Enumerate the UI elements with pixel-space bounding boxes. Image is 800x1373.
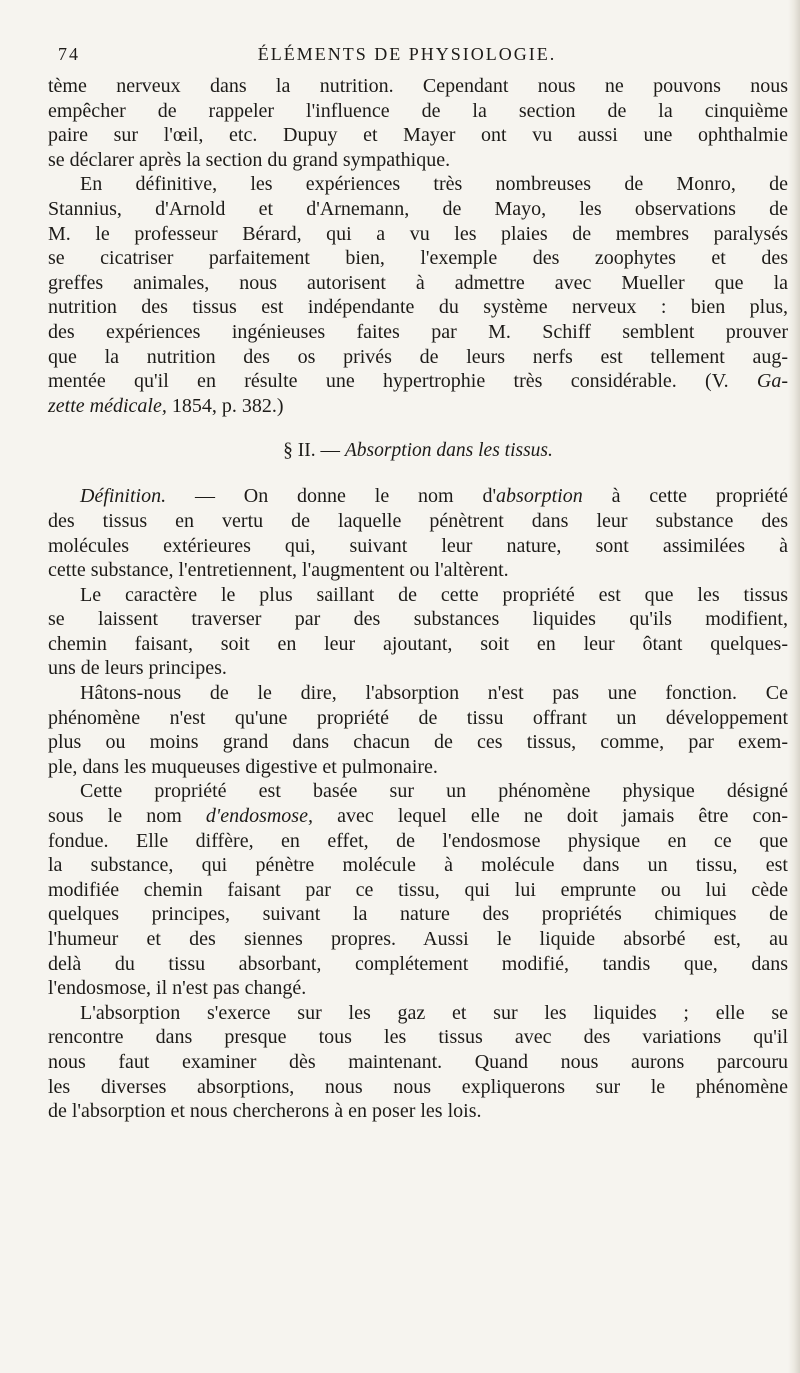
running-title: ÉLÉMENTS DE PHYSIOLOGIE. xyxy=(257,44,557,64)
text-fragment: 1854, p. 382.) xyxy=(171,394,284,417)
text-line xyxy=(48,804,788,829)
text-line: fondue. Elle diffère, en effet, de l'endosmose physique en ce que xyxy=(48,829,788,852)
section-heading xyxy=(48,440,788,462)
text-line: des expériences ingénieuses faites par M. Schiff semblent prouver xyxy=(48,320,788,343)
text-line: uns de leurs principes. xyxy=(48,657,227,680)
text-line: molécules extérieures qui, suivant leur nature, sont assimilées à xyxy=(48,534,788,557)
text-line: l'humeur et des siennes propres. Aussi le liquide absorbé est, au xyxy=(48,928,788,950)
text-line: L'absorption s'exerce sur les gaz et sur les liquides ; elle se xyxy=(80,1001,788,1024)
text-line: Le caractère le plus saillant de cette propriété est que les tissus xyxy=(80,583,788,606)
text-line: tème nerveux dans la nutrition. Cependant nous ne pouvons nous xyxy=(48,75,788,97)
page-edge-shadow xyxy=(788,0,800,1373)
text-line: Cette propriété est basée sur un phénomène physique désigné xyxy=(80,780,788,803)
text-line: Hâtons-nous de le dire, l'absorption n'est pas une fonction. Ce xyxy=(80,682,788,705)
text-line: phénomène n'est qu'une propriété de tissu offrant un développement xyxy=(48,706,788,729)
endosmose-term: d'endosmose, xyxy=(205,805,313,828)
text-line: empêcher de rappeler l'influence de la section de la cinquième xyxy=(48,99,788,122)
definition-label: Définition. xyxy=(80,485,167,508)
text-line: que la nutrition des os privés de leurs nerfs est tellement aug- xyxy=(48,345,788,368)
text-line: rencontre dans presque tous les tissus avec des variations qu'il xyxy=(48,1026,788,1049)
text-line: plus ou moins grand dans chacun de ces tissus, comme, par exem- xyxy=(48,731,788,754)
text-fragment: — On donne le nom xyxy=(194,485,454,508)
text-line: Stannius, d'Arnold et d'Arnemann, de Mayo, les observations de xyxy=(48,197,788,220)
text-line: nous faut examiner dès maintenant. Quand nous aurons parcouru xyxy=(48,1050,788,1073)
text-fragment: d' xyxy=(482,485,497,508)
text-line: paire sur l'œil, etc. Dupuy et Mayer ont vu aussi une ophthalmie xyxy=(48,124,788,147)
citation-italic: zette médicale, xyxy=(48,394,167,417)
text-line: modifiée chemin faisant par ce tissu, qui lui emprunte ou lui cède xyxy=(48,878,788,901)
book-page xyxy=(48,44,788,1124)
definition-term: absorption xyxy=(496,485,583,508)
citation-italic: Ga- xyxy=(756,370,789,393)
text-line xyxy=(48,394,788,419)
text-line: ple, dans les muqueuses digestive et pulmonaire. xyxy=(48,755,438,778)
text-line: chemin faisant, soit en leur ajoutant, soit en leur ôtant quelques- xyxy=(48,632,788,655)
text-line: se déclarer après la section du grand sympathique. xyxy=(48,148,451,171)
text-fragment: à cette propriété xyxy=(611,485,789,508)
body-text xyxy=(48,74,788,1124)
running-header xyxy=(58,44,788,74)
section-number: § II. — xyxy=(283,440,340,462)
text-line: la substance, qui pénètre molécule à molécule dans un tissu, est xyxy=(48,854,788,877)
text-fragment: mentée qu'il en résulte une hypertrophie très considérable. (V. xyxy=(48,370,729,393)
text-line: nutrition des tissus est indépendante du système nerveux : bien plus, xyxy=(48,296,788,319)
text-line: se cicatriser parfaitement bien, l'exemple des zoophytes et des xyxy=(48,247,788,270)
text-line: delà du tissu absorbant, complétement modifié, tandis que, dans xyxy=(48,952,788,975)
text-line: En définitive, les expériences très nombreuses de Monro, de xyxy=(80,173,788,196)
text-line: M. le professeur Bérard, qui a vu les plaies de membres paralysés xyxy=(48,222,788,245)
text-line: des tissus en vertu de laquelle pénètrent dans leur substance des xyxy=(48,509,788,532)
text-line xyxy=(48,484,788,509)
page-number: 74 xyxy=(58,44,80,64)
text-line: l'endosmose, il n'est pas changé. xyxy=(48,977,307,1000)
text-fragment: sous le nom xyxy=(48,805,182,828)
text-line: se laissent traverser par des substances liquides qu'ils modifient, xyxy=(48,608,788,631)
text-line: les diverses absorptions, nous nous expliquerons sur le phénomène xyxy=(48,1075,788,1098)
text-line: greffes animales, nous autorisent à admettre avec Mueller que la xyxy=(48,271,788,294)
text-line: cette substance, l'entretiennent, l'augmentent ou l'altèrent. xyxy=(48,559,509,582)
section-title: Absorption dans les tissus. xyxy=(344,440,553,462)
text-line xyxy=(48,369,788,394)
text-line: de l'absorption et nous chercherons à en poser les lois. xyxy=(48,1100,482,1123)
text-fragment: avec lequel elle ne doit jamais être con- xyxy=(337,805,788,828)
text-line: quelques principes, suivant la nature des propriétés chimiques de xyxy=(48,903,788,926)
